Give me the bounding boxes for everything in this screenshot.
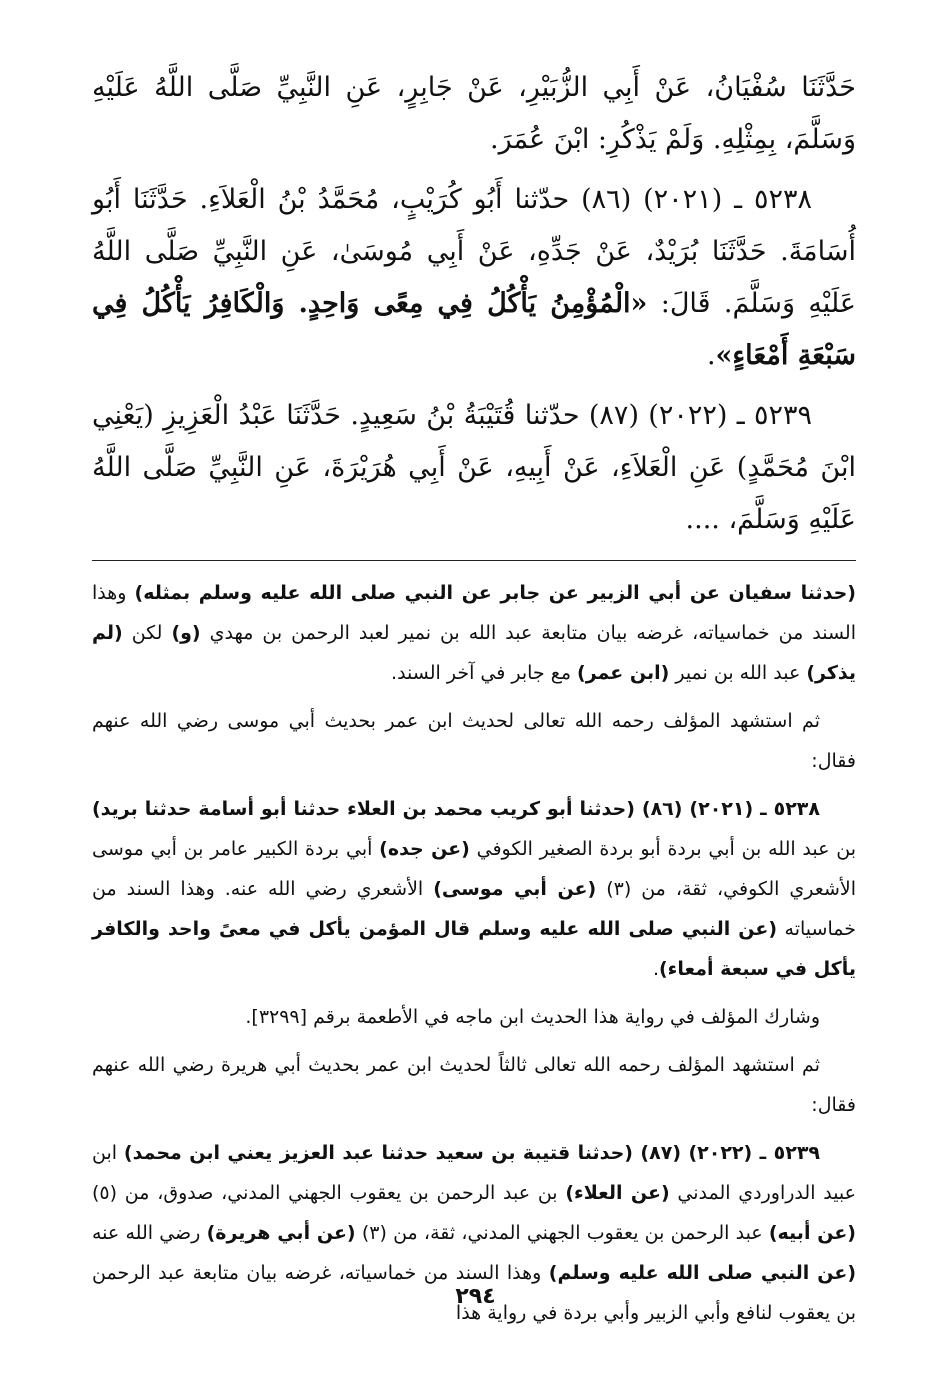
commentary-paragraph-1: (حدثنا سفيان عن أبي الزبير عن جابر عن النبي صلى الله عليه وسلم بمثله) وهذا السند من خماسياته، غرضه بيان متابعة عبد الله بن نمير لعبد الرحمن بن مهدي (و) لكن (لم يذكر) عبد الله بن نمير (ابن عمر) مع جابر في آخر السند. (92, 582, 856, 684)
book-page (92, 62, 856, 1341)
hadith-matn-bold: «الْمُؤْمِنُ يَأْكُلُ فِي مِعًى وَاحِدٍ. وَالْكَافِرُ يَأْكُلُ فِي سَبْعَةِ أَمْعَاءٍ» (92, 288, 856, 371)
hadith-paragraph-5239: ٥٢٣٩ ـ (٢٠٢٢) (٨٧) حدّثنا قُتَيْبَةُ بْنُ سَعِيدٍ. حَدَّثَنَا عَبْدُ الْعَزِيزِ (يَعْنِي ابْنَ مُحَمَّدٍ) عَنِ الْعَلاَءِ، عَنْ أَبِيهِ، عَنْ أَبِي هُرَيْرَةَ، عَنِ النَّبِيِّ صَلَّى اللَّهُ عَلَيْهِ وَسَلَّمَ، .... (92, 400, 856, 535)
hadith-paragraph-1: حَدَّثَنَا سُفْيَانُ، عَنْ أَبِي الزُّبَيْرِ، عَنْ جَابِرٍ، عَنِ النَّبِيِّ صَلَّى اللَّهُ عَلَيْهِ وَسَلَّمَ، بِمِثْلِهِ. وَلَمْ يَذْكُرِ: ابْنَ عُمَرَ. (92, 72, 856, 155)
commentary-paragraph-5239: ٥٢٣٩ ـ (٢٠٢٢) (٨٧) (حدثنا قتيبة بن سعيد حدثنا عبد العزيز يعني ابن محمد) ابن عبيد الدراوردي المدني (عن العلاء) بن عبد الرحمن بن يعقوب الجهني المدني، صدوق، من (٥) (عن أبيه) عبد الرحمن بن يعقوب الجهني المدني، ثقة، من (٣) (عن أبي هريرة) رضي الله عنه (عن النبي صلى الله عليه وسلم) وهذا السند من خماسياته، غرضه بيان متابعة عبد الرحمن بن يعقوب لنافع وأبي الزبير وأبي بردة في رواية هذا (92, 1142, 856, 1324)
page-number: ٢٩٤ (455, 1284, 496, 1309)
footnote-divider (92, 560, 856, 561)
commentary-paragraph-5238: ٥٢٣٨ ـ (٢٠٢١) (٨٦) (حدثنا أبو كريب محمد بن العلاء حدثنا أبو أسامة حدثنا بريد) بن عبد الله بن أبي بردة أبو بردة الصغير الكوفي (عن جده) أبي بردة الكبير عامر بن أبي موسى الأشعري الكوفي، ثقة، من (٣) (عن أبي موسى) الأشعري رضي الله عنه. وهذا السند من خماسياته (عن النبي صلى الله عليه وسلم قال المؤمن يأكل في معىً واحد والكافر يأكل في سبعة أمعاء). (92, 798, 856, 980)
commentary-paragraph-2: ثم استشهد المؤلف رحمه الله تعالى لحديث ابن عمر بحديث أبي موسى رضي الله عنهم فقال: (92, 710, 856, 772)
commentary-paragraph-istishhad: ثم استشهد المؤلف رحمه الله تعالى ثالثاً لحديث ابن عمر بحديث أبي هريرة رضي الله عنهم فقال: (92, 1054, 856, 1116)
commentary-paragraph-ibn-majah: وشارك المؤلف في رواية هذا الحديث ابن ماجه في الأطعمة برقم [٣٢٩٩]. (245, 1006, 820, 1028)
commentary-section (92, 573, 856, 1333)
hadith-paragraph-5238: ٥٢٣٨ ـ (٢٠٢١) (٨٦) حدّثنا أَبُو كُرَيْبٍ، مُحَمَّدُ بْنُ الْعَلاَءِ. حَدَّثَنَا أَبُو أُسَامَةَ. حَدَّثَنَا بُرَيْدٌ، عَنْ جَدِّهِ، عَنْ أَبِي مُوسَىٰ، عَنِ النَّبِيِّ صَلَّى اللَّهُ عَلَيْهِ وَسَلَّمَ. قَالَ: «الْمُؤْمِنُ يَأْكُلُ فِي مِعًى وَاحِدٍ. وَالْكَافِرُ يَأْكُلُ فِي سَبْعَةِ أَمْعَاءٍ». (92, 184, 856, 371)
hadith-text-section (92, 62, 856, 546)
